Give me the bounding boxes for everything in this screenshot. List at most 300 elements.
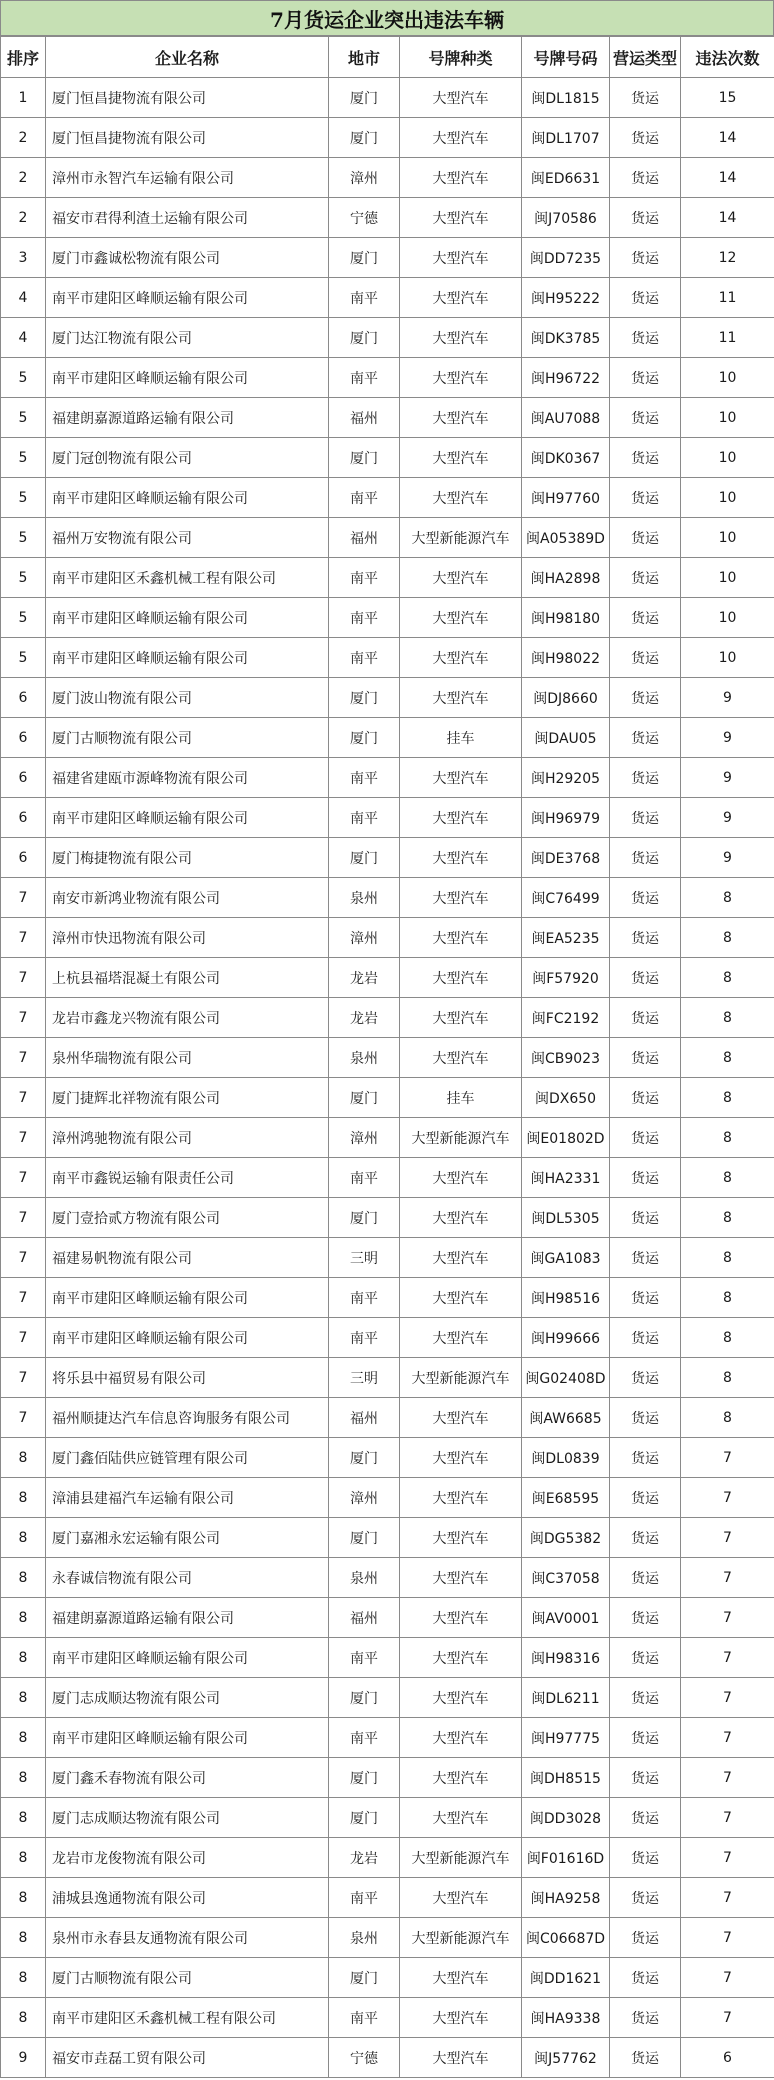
cell-company: 福州顺捷达汽车信息咨询服务有限公司 — [46, 1398, 329, 1438]
cell-company: 南平市建阳区禾鑫机械工程有限公司 — [46, 558, 329, 598]
cell-rank: 5 — [1, 478, 46, 518]
cell-plate-type: 大型汽车 — [400, 2038, 522, 2078]
cell-count: 11 — [681, 318, 774, 358]
cell-count: 9 — [681, 838, 774, 878]
cell-rank: 8 — [1, 1718, 46, 1758]
cell-company: 厦门梅捷物流有限公司 — [46, 838, 329, 878]
cell-plate-no: 闽H29205 — [522, 758, 610, 798]
table-row — [1, 1158, 774, 1198]
cell-plate-type: 大型汽车 — [400, 278, 522, 318]
cell-city: 漳州 — [329, 158, 400, 198]
cell-count: 7 — [681, 1878, 774, 1918]
cell-plate-type: 大型汽车 — [400, 798, 522, 838]
table-body — [1, 78, 774, 2078]
cell-city: 南平 — [329, 278, 400, 318]
cell-city: 厦门 — [329, 1198, 400, 1238]
cell-plate-type: 大型汽车 — [400, 158, 522, 198]
cell-plate-no: 闽AW6685 — [522, 1398, 610, 1438]
cell-plate-no: 闽H98316 — [522, 1638, 610, 1678]
cell-company: 南平市建阳区禾鑫机械工程有限公司 — [46, 1998, 329, 2038]
table-row — [1, 1558, 774, 1598]
cell-biz-type: 货运 — [610, 1078, 681, 1118]
cell-rank: 8 — [1, 1518, 46, 1558]
violation-table — [0, 36, 774, 2078]
cell-count: 8 — [681, 1318, 774, 1358]
cell-plate-type: 大型汽车 — [400, 1798, 522, 1838]
cell-plate-no: 闽DE3768 — [522, 838, 610, 878]
cell-biz-type: 货运 — [610, 398, 681, 438]
cell-biz-type: 货运 — [610, 1478, 681, 1518]
cell-count: 7 — [681, 1838, 774, 1878]
cell-company: 南安市新鸿业物流有限公司 — [46, 878, 329, 918]
cell-plate-type: 大型汽车 — [400, 78, 522, 118]
cell-count: 8 — [681, 1078, 774, 1118]
cell-count: 14 — [681, 118, 774, 158]
cell-city: 厦门 — [329, 1518, 400, 1558]
cell-plate-no: 闽H96722 — [522, 358, 610, 398]
cell-rank: 5 — [1, 558, 46, 598]
cell-plate-type: 大型汽车 — [400, 958, 522, 998]
cell-plate-no: 闽DL5305 — [522, 1198, 610, 1238]
table-row — [1, 558, 774, 598]
cell-company: 福安市君得利渣土运输有限公司 — [46, 198, 329, 238]
cell-city: 漳州 — [329, 1478, 400, 1518]
table-row — [1, 1678, 774, 1718]
table-row — [1, 838, 774, 878]
cell-count: 11 — [681, 278, 774, 318]
cell-company: 南平市建阳区峰顺运输有限公司 — [46, 358, 329, 398]
cell-company: 泉州市永春县友通物流有限公司 — [46, 1918, 329, 1958]
cell-plate-no: 闽AV0001 — [522, 1598, 610, 1638]
cell-rank: 7 — [1, 878, 46, 918]
table-row — [1, 1998, 774, 2038]
cell-plate-no: 闽DAU05 — [522, 718, 610, 758]
table-row — [1, 1798, 774, 1838]
table-row — [1, 318, 774, 358]
cell-company: 厦门壹拾贰方物流有限公司 — [46, 1198, 329, 1238]
cell-biz-type: 货运 — [610, 798, 681, 838]
cell-plate-type: 大型汽车 — [400, 118, 522, 158]
cell-rank: 8 — [1, 1798, 46, 1838]
cell-city: 南平 — [329, 558, 400, 598]
table-row — [1, 718, 774, 758]
cell-plate-no: 闽HA9258 — [522, 1878, 610, 1918]
cell-biz-type: 货运 — [610, 1518, 681, 1558]
cell-plate-no: 闽C76499 — [522, 878, 610, 918]
table-row — [1, 1278, 774, 1318]
table-row — [1, 1238, 774, 1278]
cell-biz-type: 货运 — [610, 1158, 681, 1198]
cell-biz-type: 货运 — [610, 638, 681, 678]
cell-plate-type: 大型新能源汽车 — [400, 1358, 522, 1398]
cell-plate-type: 大型新能源汽车 — [400, 518, 522, 558]
cell-count: 10 — [681, 638, 774, 678]
cell-count: 10 — [681, 598, 774, 638]
cell-count: 7 — [681, 1678, 774, 1718]
header-plate-no: 号牌号码 — [522, 37, 610, 78]
cell-count: 7 — [681, 1918, 774, 1958]
cell-biz-type: 货运 — [610, 1558, 681, 1598]
cell-count: 9 — [681, 758, 774, 798]
cell-biz-type: 货运 — [610, 478, 681, 518]
table-row — [1, 638, 774, 678]
cell-biz-type: 货运 — [610, 1838, 681, 1878]
cell-rank: 7 — [1, 1118, 46, 1158]
cell-plate-no: 闽HA9338 — [522, 1998, 610, 2038]
cell-rank: 7 — [1, 1038, 46, 1078]
cell-city: 南平 — [329, 1998, 400, 2038]
cell-rank: 5 — [1, 598, 46, 638]
cell-biz-type: 货运 — [610, 2038, 681, 2078]
cell-plate-no: 闽C37058 — [522, 1558, 610, 1598]
cell-plate-type: 大型汽车 — [400, 1318, 522, 1358]
cell-biz-type: 货运 — [610, 1678, 681, 1718]
cell-count: 7 — [681, 1478, 774, 1518]
cell-plate-no: 闽H98180 — [522, 598, 610, 638]
cell-company: 福建朗嘉源道路运输有限公司 — [46, 1598, 329, 1638]
cell-city: 南平 — [329, 758, 400, 798]
table-row — [1, 878, 774, 918]
cell-rank: 7 — [1, 998, 46, 1038]
table-row — [1, 2038, 774, 2078]
cell-count: 7 — [681, 1638, 774, 1678]
header-city: 地市 — [329, 37, 400, 78]
cell-biz-type: 货运 — [610, 78, 681, 118]
table-row — [1, 1198, 774, 1238]
cell-plate-type: 挂车 — [400, 1078, 522, 1118]
cell-plate-no: 闽HA2898 — [522, 558, 610, 598]
table-row — [1, 1598, 774, 1638]
cell-plate-no: 闽C06687D — [522, 1918, 610, 1958]
cell-city: 南平 — [329, 478, 400, 518]
table-row — [1, 598, 774, 638]
cell-rank: 6 — [1, 678, 46, 718]
cell-city: 龙岩 — [329, 998, 400, 1038]
cell-plate-type: 大型汽车 — [400, 1038, 522, 1078]
cell-company: 厦门达江物流有限公司 — [46, 318, 329, 358]
cell-city: 南平 — [329, 1318, 400, 1358]
cell-company: 将乐县中福贸易有限公司 — [46, 1358, 329, 1398]
cell-rank: 4 — [1, 278, 46, 318]
cell-city: 厦门 — [329, 678, 400, 718]
cell-plate-type: 大型汽车 — [400, 638, 522, 678]
cell-rank: 7 — [1, 958, 46, 998]
cell-company: 南平市建阳区峰顺运输有限公司 — [46, 598, 329, 638]
cell-biz-type: 货运 — [610, 1758, 681, 1798]
cell-company: 漳州市快迅物流有限公司 — [46, 918, 329, 958]
cell-plate-no: 闽DJ8660 — [522, 678, 610, 718]
cell-plate-no: 闽DK0367 — [522, 438, 610, 478]
cell-company: 福州万安物流有限公司 — [46, 518, 329, 558]
cell-city: 龙岩 — [329, 1838, 400, 1878]
cell-count: 8 — [681, 1038, 774, 1078]
cell-plate-no: 闽DL1707 — [522, 118, 610, 158]
cell-rank: 3 — [1, 238, 46, 278]
cell-city: 三明 — [329, 1238, 400, 1278]
cell-biz-type: 货运 — [610, 1118, 681, 1158]
cell-city: 厦门 — [329, 1958, 400, 1998]
cell-count: 10 — [681, 518, 774, 558]
cell-biz-type: 货运 — [610, 758, 681, 798]
cell-company: 厦门鑫佰陆供应链管理有限公司 — [46, 1438, 329, 1478]
cell-biz-type: 货运 — [610, 118, 681, 158]
cell-rank: 8 — [1, 1638, 46, 1678]
table-row — [1, 78, 774, 118]
table-row — [1, 1518, 774, 1558]
cell-count: 10 — [681, 398, 774, 438]
header-biz-type: 营运类型 — [610, 37, 681, 78]
cell-company: 厦门恒昌捷物流有限公司 — [46, 118, 329, 158]
cell-city: 福州 — [329, 1398, 400, 1438]
cell-plate-no: 闽DH8515 — [522, 1758, 610, 1798]
cell-biz-type: 货运 — [610, 1798, 681, 1838]
cell-company: 厦门冠创物流有限公司 — [46, 438, 329, 478]
table-row — [1, 278, 774, 318]
cell-company: 漳州鸿驰物流有限公司 — [46, 1118, 329, 1158]
cell-city: 南平 — [329, 1718, 400, 1758]
cell-count: 10 — [681, 478, 774, 518]
cell-rank: 8 — [1, 1998, 46, 2038]
cell-rank: 2 — [1, 118, 46, 158]
cell-biz-type: 货运 — [610, 1278, 681, 1318]
cell-biz-type: 货运 — [610, 558, 681, 598]
cell-count: 9 — [681, 718, 774, 758]
cell-city: 南平 — [329, 638, 400, 678]
cell-count: 8 — [681, 878, 774, 918]
cell-city: 厦门 — [329, 238, 400, 278]
table-row — [1, 438, 774, 478]
cell-biz-type: 货运 — [610, 598, 681, 638]
table-row — [1, 1078, 774, 1118]
cell-company: 厦门古顺物流有限公司 — [46, 718, 329, 758]
cell-biz-type: 货运 — [610, 358, 681, 398]
cell-count: 8 — [681, 1238, 774, 1278]
table-row — [1, 1918, 774, 1958]
cell-biz-type: 货运 — [610, 1358, 681, 1398]
cell-count: 8 — [681, 1398, 774, 1438]
cell-biz-type: 货运 — [610, 678, 681, 718]
cell-company: 福建省建瓯市源峰物流有限公司 — [46, 758, 329, 798]
cell-count: 8 — [681, 1118, 774, 1158]
cell-rank: 8 — [1, 1438, 46, 1478]
cell-city: 泉州 — [329, 1918, 400, 1958]
cell-plate-no: 闽DL1815 — [522, 78, 610, 118]
cell-company: 龙岩市鑫龙兴物流有限公司 — [46, 998, 329, 1038]
cell-rank: 7 — [1, 1318, 46, 1358]
cell-count: 7 — [681, 1958, 774, 1998]
table-row — [1, 1638, 774, 1678]
cell-rank: 5 — [1, 358, 46, 398]
cell-rank: 8 — [1, 1558, 46, 1598]
cell-biz-type: 货运 — [610, 1718, 681, 1758]
cell-plate-no: 闽F01616D — [522, 1838, 610, 1878]
cell-rank: 8 — [1, 1478, 46, 1518]
cell-plate-type: 大型汽车 — [400, 1878, 522, 1918]
cell-count: 8 — [681, 998, 774, 1038]
cell-company: 福建朗嘉源道路运输有限公司 — [46, 398, 329, 438]
cell-plate-no: 闽DG5382 — [522, 1518, 610, 1558]
cell-count: 7 — [681, 1598, 774, 1638]
cell-count: 10 — [681, 358, 774, 398]
cell-plate-type: 大型汽车 — [400, 678, 522, 718]
cell-rank: 5 — [1, 438, 46, 478]
cell-biz-type: 货运 — [610, 1958, 681, 1998]
cell-city: 厦门 — [329, 1758, 400, 1798]
cell-company: 浦城县逸通物流有限公司 — [46, 1878, 329, 1918]
cell-biz-type: 货运 — [610, 198, 681, 238]
table-row — [1, 758, 774, 798]
table-row — [1, 398, 774, 438]
table-row — [1, 158, 774, 198]
table-row — [1, 478, 774, 518]
cell-count: 8 — [681, 958, 774, 998]
cell-city: 厦门 — [329, 718, 400, 758]
cell-plate-type: 大型汽车 — [400, 1958, 522, 1998]
table-row — [1, 1118, 774, 1158]
cell-plate-no: 闽DD3028 — [522, 1798, 610, 1838]
cell-plate-type: 大型汽车 — [400, 1598, 522, 1638]
cell-city: 南平 — [329, 1158, 400, 1198]
cell-plate-type: 大型汽车 — [400, 558, 522, 598]
cell-plate-type: 大型汽车 — [400, 1198, 522, 1238]
sheet-title: 7月货运企业突出违法车辆 — [0, 0, 774, 36]
cell-count: 7 — [681, 1798, 774, 1838]
table-row — [1, 1438, 774, 1478]
cell-company: 厦门嘉湘永宏运输有限公司 — [46, 1518, 329, 1558]
header-plate-type: 号牌种类 — [400, 37, 522, 78]
cell-plate-no: 闽DD7235 — [522, 238, 610, 278]
cell-city: 三明 — [329, 1358, 400, 1398]
cell-biz-type: 货运 — [610, 1998, 681, 2038]
cell-company: 南平市建阳区峰顺运输有限公司 — [46, 1718, 329, 1758]
cell-city: 漳州 — [329, 1118, 400, 1158]
cell-biz-type: 货运 — [610, 1318, 681, 1358]
cell-plate-type: 大型新能源汽车 — [400, 1118, 522, 1158]
cell-plate-type: 大型汽车 — [400, 1718, 522, 1758]
cell-city: 福州 — [329, 1598, 400, 1638]
cell-plate-no: 闽A05389D — [522, 518, 610, 558]
table-row — [1, 1838, 774, 1878]
cell-city: 厦门 — [329, 318, 400, 358]
cell-city: 南平 — [329, 358, 400, 398]
cell-count: 10 — [681, 558, 774, 598]
table-row — [1, 1318, 774, 1358]
cell-plate-no: 闽EA5235 — [522, 918, 610, 958]
cell-biz-type: 货运 — [610, 1638, 681, 1678]
cell-biz-type: 货运 — [610, 158, 681, 198]
cell-city: 泉州 — [329, 1038, 400, 1078]
cell-company: 南平市建阳区峰顺运输有限公司 — [46, 478, 329, 518]
cell-company: 厦门恒昌捷物流有限公司 — [46, 78, 329, 118]
cell-company: 厦门捷辉北祥物流有限公司 — [46, 1078, 329, 1118]
cell-plate-type: 挂车 — [400, 718, 522, 758]
table-row — [1, 1878, 774, 1918]
cell-plate-type: 大型汽车 — [400, 1638, 522, 1678]
cell-biz-type: 货运 — [610, 238, 681, 278]
cell-count: 7 — [681, 1718, 774, 1758]
cell-biz-type: 货运 — [610, 838, 681, 878]
cell-city: 南平 — [329, 1278, 400, 1318]
cell-rank: 1 — [1, 78, 46, 118]
cell-rank: 2 — [1, 198, 46, 238]
cell-count: 7 — [681, 1518, 774, 1558]
cell-city: 漳州 — [329, 918, 400, 958]
header-rank: 排序 — [1, 37, 46, 78]
cell-company: 厦门志成顺达物流有限公司 — [46, 1678, 329, 1718]
cell-biz-type: 货运 — [610, 918, 681, 958]
cell-company: 泉州华瑞物流有限公司 — [46, 1038, 329, 1078]
cell-city: 泉州 — [329, 878, 400, 918]
cell-plate-no: 闽ED6631 — [522, 158, 610, 198]
cell-biz-type: 货运 — [610, 1438, 681, 1478]
cell-plate-type: 大型汽车 — [400, 918, 522, 958]
cell-plate-type: 大型汽车 — [400, 1158, 522, 1198]
cell-count: 7 — [681, 1438, 774, 1478]
cell-company: 南平市建阳区峰顺运输有限公司 — [46, 1638, 329, 1678]
cell-biz-type: 货运 — [610, 1398, 681, 1438]
cell-plate-type: 大型汽车 — [400, 1518, 522, 1558]
cell-rank: 6 — [1, 758, 46, 798]
cell-biz-type: 货运 — [610, 518, 681, 558]
cell-plate-no: 闽F57920 — [522, 958, 610, 998]
cell-company: 厦门波山物流有限公司 — [46, 678, 329, 718]
cell-rank: 4 — [1, 318, 46, 358]
cell-plate-no: 闽J70586 — [522, 198, 610, 238]
cell-rank: 8 — [1, 1758, 46, 1798]
cell-company: 南平市建阳区峰顺运输有限公司 — [46, 1278, 329, 1318]
cell-company: 厦门市鑫诚松物流有限公司 — [46, 238, 329, 278]
cell-company: 厦门鑫禾春物流有限公司 — [46, 1758, 329, 1798]
cell-biz-type: 货运 — [610, 318, 681, 358]
cell-plate-type: 大型汽车 — [400, 598, 522, 638]
cell-city: 厦门 — [329, 838, 400, 878]
header-company: 企业名称 — [46, 37, 329, 78]
cell-city: 厦门 — [329, 1798, 400, 1838]
cell-plate-type: 大型汽车 — [400, 1758, 522, 1798]
cell-plate-type: 大型新能源汽车 — [400, 1918, 522, 1958]
cell-biz-type: 货运 — [610, 958, 681, 998]
cell-plate-no: 闽H98022 — [522, 638, 610, 678]
cell-plate-no: 闽FC2192 — [522, 998, 610, 1038]
cell-plate-no: 闽DL6211 — [522, 1678, 610, 1718]
cell-biz-type: 货运 — [610, 1238, 681, 1278]
cell-rank: 7 — [1, 918, 46, 958]
cell-plate-no: 闽J57762 — [522, 2038, 610, 2078]
cell-plate-no: 闽H99666 — [522, 1318, 610, 1358]
cell-rank: 8 — [1, 1678, 46, 1718]
cell-rank: 8 — [1, 1598, 46, 1638]
cell-company: 厦门古顺物流有限公司 — [46, 1958, 329, 1998]
table-header — [1, 37, 774, 78]
cell-plate-no: 闽HA2331 — [522, 1158, 610, 1198]
cell-rank: 7 — [1, 1238, 46, 1278]
cell-plate-type: 大型汽车 — [400, 1278, 522, 1318]
cell-biz-type: 货运 — [610, 998, 681, 1038]
cell-rank: 6 — [1, 718, 46, 758]
cell-city: 厦门 — [329, 78, 400, 118]
table-row — [1, 958, 774, 998]
table-row — [1, 518, 774, 558]
cell-plate-no: 闽DX650 — [522, 1078, 610, 1118]
cell-city: 厦门 — [329, 1078, 400, 1118]
table-row — [1, 998, 774, 1038]
cell-rank: 6 — [1, 838, 46, 878]
table-row — [1, 238, 774, 278]
table-row — [1, 358, 774, 398]
table-row — [1, 1758, 774, 1798]
cell-company: 南平市鑫锐运输有限责任公司 — [46, 1158, 329, 1198]
cell-rank: 6 — [1, 798, 46, 838]
